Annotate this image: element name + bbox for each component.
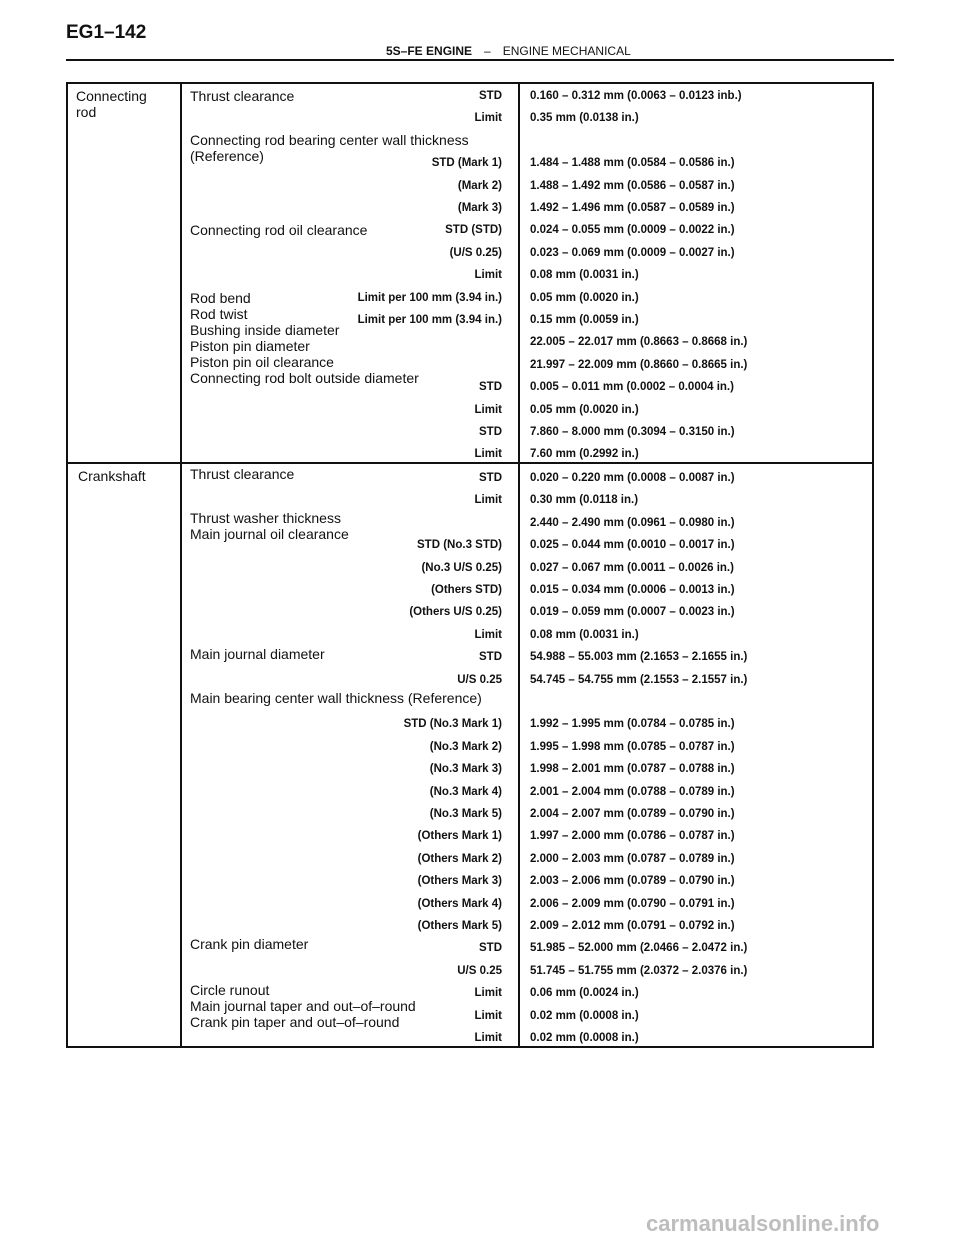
component-name: Connecting rod bbox=[76, 88, 147, 120]
spec-condition: Limit bbox=[474, 987, 502, 1000]
spec-value: 22.005 – 22.017 mm (0.8663 – 0.8668 in.) bbox=[530, 336, 748, 349]
spec-condition: Limit bbox=[474, 112, 502, 125]
spec-condition: (No.3 Mark 4) bbox=[429, 785, 502, 798]
spec-value: 0.024 – 0.055 mm (0.0009 – 0.0022 in.) bbox=[530, 224, 735, 237]
column-divider-group bbox=[180, 84, 182, 1046]
spec-value: 21.997 – 22.009 mm (0.8660 – 0.8665 in.) bbox=[530, 358, 748, 371]
inspection-item: Rod bend Rod twist Bushing inside diameter Piston pin diameter Piston pin oil clearance Connecting rod bolt outside diameter bbox=[190, 290, 419, 386]
spec-value: 0.30 mm (0.0118 in.) bbox=[530, 494, 639, 507]
spec-value: 1.997 – 2.000 mm (0.0786 – 0.0787 in.) bbox=[530, 830, 735, 843]
spec-value: 0.06 mm (0.0024 in.) bbox=[530, 987, 639, 1000]
spec-condition: (Others U/S 0.25) bbox=[409, 606, 502, 619]
spec-value: 2.004 – 2.007 mm (0.0789 – 0.0790 in.) bbox=[530, 808, 735, 820]
spec-condition: Limit bbox=[474, 403, 502, 416]
spec-condition: (Others Mark 4) bbox=[417, 897, 502, 910]
spec-value: 1.995 – 1.998 mm (0.0785 – 0.0787 in.) bbox=[530, 740, 735, 753]
spec-condition: Limit bbox=[474, 628, 502, 641]
spec-condition: (No.3 Mark 3) bbox=[429, 763, 502, 776]
inspection-item: Connecting rod oil clearance bbox=[190, 222, 368, 238]
spec-condition: STD (No.3 STD) bbox=[417, 539, 502, 552]
spec-condition: (Mark 2) bbox=[457, 179, 502, 192]
spec-condition: STD bbox=[479, 381, 502, 394]
inspection-item: Main bearing center wall thickness (Reference) bbox=[190, 690, 482, 706]
spec-condition: STD (No.3 Mark 1) bbox=[403, 718, 502, 731]
spec-value: 0.02 mm (0.0008 in.) bbox=[530, 1009, 639, 1022]
spec-condition: STD bbox=[479, 90, 502, 102]
spec-condition: STD (STD) bbox=[445, 224, 502, 237]
spec-condition: Limit bbox=[474, 269, 502, 282]
spec-condition: U/S 0.25 bbox=[457, 673, 502, 686]
spec-value: 1.992 – 1.995 mm (0.0784 – 0.0785 in.) bbox=[530, 718, 735, 731]
spec-value: 0.160 – 0.312 mm (0.0063 – 0.0123 inb.) bbox=[530, 90, 742, 102]
spec-condition: U/S 0.25 bbox=[457, 964, 502, 977]
spec-condition: Limit bbox=[474, 448, 502, 461]
spec-value: 0.020 – 0.220 mm (0.0008 – 0.0087 in.) bbox=[530, 472, 735, 484]
spec-condition: (Others Mark 5) bbox=[417, 920, 502, 932]
spec-condition: Limit per 100 mm (3.94 in.) bbox=[357, 291, 502, 304]
spec-condition: Limit bbox=[474, 494, 502, 507]
page-number: EG1–142 bbox=[66, 22, 147, 43]
spec-value: 0.025 – 0.044 mm (0.0010 – 0.0017 in.) bbox=[530, 539, 735, 552]
spec-value: 51.985 – 52.000 mm (2.0466 – 2.0472 in.) bbox=[530, 942, 748, 955]
group-divider bbox=[68, 462, 872, 464]
spec-value: 0.35 mm (0.0138 in.) bbox=[530, 112, 639, 125]
spec-value: 54.745 – 54.755 mm (2.1553 – 2.1557 in.) bbox=[530, 673, 748, 686]
spec-condition: Limit bbox=[474, 1032, 502, 1044]
spec-value: 51.745 – 51.755 mm (2.0372 – 2.0376 in.) bbox=[530, 964, 748, 977]
spec-value: 0.08 mm (0.0031 in.) bbox=[530, 269, 639, 282]
spec-value: 1.484 – 1.488 mm (0.0584 – 0.0586 in.) bbox=[530, 157, 735, 170]
inspection-item: Crank pin diameter bbox=[190, 936, 309, 952]
spec-condition: (Others Mark 2) bbox=[417, 852, 502, 865]
spec-value: 2.006 – 2.009 mm (0.0790 – 0.0791 in.) bbox=[530, 897, 735, 910]
inspection-item: Connecting rod bearing center wall thickness (Reference) bbox=[190, 132, 469, 164]
spec-value: 0.023 – 0.069 mm (0.0009 – 0.0027 in.) bbox=[530, 246, 735, 259]
spec-value: 7.60 mm (0.2992 in.) bbox=[530, 448, 639, 461]
inspection-item: Thrust clearance bbox=[190, 88, 295, 104]
spec-condition: (No.3 Mark 5) bbox=[429, 808, 502, 820]
spec-value: 0.08 mm (0.0031 in.) bbox=[530, 628, 639, 641]
spec-condition: (Others STD) bbox=[431, 584, 502, 596]
spec-condition: (No.3 Mark 2) bbox=[429, 740, 502, 753]
spec-value: 1.492 – 1.496 mm (0.0587 – 0.0589 in.) bbox=[530, 202, 735, 214]
spec-value: 54.988 – 55.003 mm (2.1653 – 2.1655 in.) bbox=[530, 651, 748, 664]
spec-condition: (Others Mark 1) bbox=[417, 830, 502, 843]
spec-value: 0.015 – 0.034 mm (0.0006 – 0.0013 in.) bbox=[530, 584, 735, 596]
spec-condition: (Others Mark 3) bbox=[417, 875, 502, 888]
spec-value: 0.027 – 0.067 mm (0.0011 – 0.0026 in.) bbox=[530, 561, 734, 574]
spec-value: 0.05 mm (0.0020 in.) bbox=[530, 291, 639, 304]
inspection-item: Thrust clearance bbox=[190, 466, 295, 482]
spec-condition: (U/S 0.25) bbox=[449, 246, 502, 259]
spec-value: 2.003 – 2.006 mm (0.0789 – 0.0790 in.) bbox=[530, 875, 735, 888]
header-separator: – bbox=[484, 44, 491, 58]
specification-table bbox=[66, 82, 874, 1048]
spec-value: 1.998 – 2.001 mm (0.0787 – 0.0788 in.) bbox=[530, 763, 735, 776]
spec-value: 0.15 mm (0.0059 in.) bbox=[530, 314, 639, 326]
spec-condition: STD (Mark 1) bbox=[431, 157, 502, 170]
spec-value: 2.009 – 2.012 mm (0.0791 – 0.0792 in.) bbox=[530, 920, 735, 932]
spec-condition: Limit per 100 mm (3.94 in.) bbox=[357, 314, 502, 326]
inspection-item: Thrust washer thickness Main journal oil clearance bbox=[190, 510, 349, 542]
engine-model: 5S–FE ENGINE bbox=[386, 44, 473, 58]
spec-condition: STD bbox=[479, 472, 502, 484]
spec-value: 2.001 – 2.004 mm (0.0788 – 0.0789 in.) bbox=[530, 785, 735, 798]
spec-condition: (No.3 U/S 0.25) bbox=[421, 561, 502, 574]
column-divider-value bbox=[518, 84, 520, 1046]
spec-value: 7.860 – 8.000 mm (0.3094 – 0.3150 in.) bbox=[530, 426, 735, 438]
spec-value: 0.005 – 0.011 mm (0.0002 – 0.0004 in.) bbox=[530, 381, 734, 394]
section-title: ENGINE MECHANICAL bbox=[502, 44, 631, 58]
header-rule bbox=[66, 59, 894, 61]
spec-value: 0.02 mm (0.0008 in.) bbox=[530, 1032, 639, 1044]
inspection-item: Circle runout Main journal taper and out–of–round Crank pin taper and out–of–round bbox=[190, 982, 416, 1030]
spec-condition: STD bbox=[479, 426, 502, 438]
spec-value: 2.000 – 2.003 mm (0.0787 – 0.0789 in.) bbox=[530, 852, 735, 865]
page-header bbox=[386, 44, 631, 58]
inspection-item: Main journal diameter bbox=[190, 646, 325, 662]
component-name: Crankshaft bbox=[78, 468, 146, 484]
spec-condition: (Mark 3) bbox=[457, 202, 502, 214]
spec-value: 0.05 mm (0.0020 in.) bbox=[530, 403, 639, 416]
spec-value: 1.488 – 1.492 mm (0.0586 – 0.0587 in.) bbox=[530, 179, 735, 192]
spec-condition: STD bbox=[479, 942, 502, 955]
spec-condition: STD bbox=[479, 651, 502, 664]
spec-value: 0.019 – 0.059 mm (0.0007 – 0.0023 in.) bbox=[530, 606, 735, 619]
spec-condition: Limit bbox=[474, 1009, 502, 1022]
spec-value: 2.440 – 2.490 mm (0.0961 – 0.0980 in.) bbox=[530, 516, 735, 529]
watermark: carmanualsonline.info bbox=[646, 1211, 880, 1236]
